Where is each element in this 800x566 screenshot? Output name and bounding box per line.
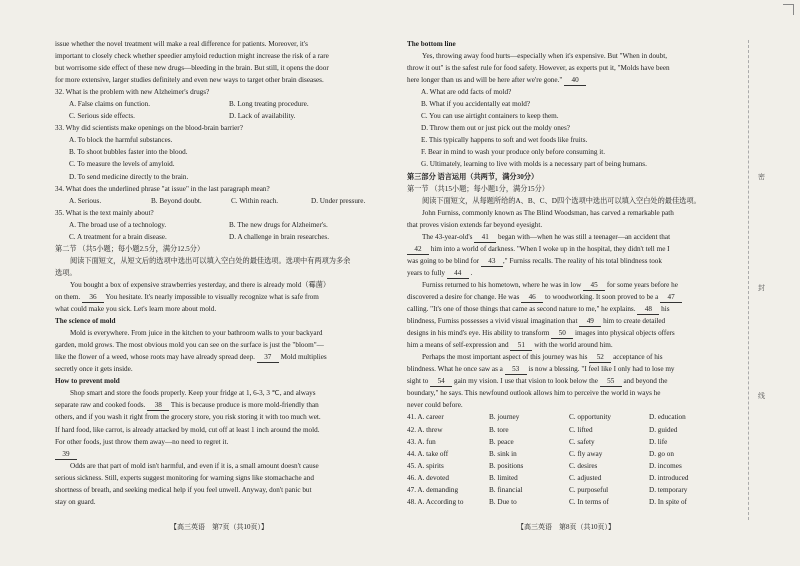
blank-40[interactable]: 40 xyxy=(564,76,586,86)
option-g: G. Ultimately, learning to live with molds is a necessary part of being humans. xyxy=(421,160,647,169)
passage-line: John Furniss, commonly known as The Blind Woodsman, has carved a remarkable path xyxy=(422,208,674,217)
choice: D. life xyxy=(649,437,668,446)
choice: 46. A. devoted xyxy=(407,473,449,482)
passage-line xyxy=(55,399,385,411)
question-35-options xyxy=(55,231,385,243)
option-d: D. Throw them out or just pick out the moldy ones? xyxy=(421,124,570,133)
passage-line xyxy=(407,231,739,243)
choice-row-47 xyxy=(407,484,739,496)
passage-line xyxy=(407,291,739,303)
passage-line: secretly once it gets inside. xyxy=(55,365,133,374)
section-2-instructions: 选项。 xyxy=(55,268,77,277)
passage-text: his xyxy=(661,305,670,314)
blank-44[interactable]: 44 xyxy=(447,269,469,279)
choice-row-42 xyxy=(407,424,739,436)
passage-line xyxy=(407,255,739,267)
question-34-options xyxy=(55,195,385,207)
choice-row-43 xyxy=(407,436,739,448)
blank-52[interactable]: 52 xyxy=(589,353,611,363)
choice: C. In terms of xyxy=(569,497,609,506)
choice: 43. A. fun xyxy=(407,437,436,446)
blank-54[interactable]: 54 xyxy=(430,377,452,387)
passage-text: The 43-year-old's xyxy=(422,232,473,241)
passage-text: Perhaps the most important aspect of this journey was his xyxy=(422,353,588,362)
passage-line: Mold is everywhere. From juice in the kitchen to your bathroom walls to your backyard xyxy=(70,329,323,338)
passage-line xyxy=(407,279,739,291)
passage-text: This is because produce is more mold-friendly than xyxy=(170,401,319,410)
passage-text: ," Furniss recalls. The reality of his total blindness took xyxy=(502,256,662,265)
passage-line: never could before. xyxy=(407,401,463,410)
choice: C. lifted xyxy=(569,425,593,434)
passage-text: calling. "It's one of those things that came as second nature to me," he explains. xyxy=(407,305,636,314)
question-32-options xyxy=(55,98,385,110)
passage-line: important to closely check whether speedier amyloid reduction might increase the risk of a rare xyxy=(55,52,329,61)
passage-text: discovered a desire for change. He was xyxy=(407,292,520,301)
choice: D. go on xyxy=(649,449,674,458)
passage-line xyxy=(407,243,739,255)
passage-line: For other foods, just throw them away—no need to regret it. xyxy=(55,437,229,446)
passage-text: began with—when he was still a teenager—an accident that xyxy=(498,232,671,241)
passage-line: others, and if you wash it right from the grocery store, you risk storing it with too much wet. xyxy=(55,413,321,422)
passage-line xyxy=(407,375,739,387)
option-d: D. To send medicine directly to the brain. xyxy=(69,172,189,181)
choice: D. In spite of xyxy=(649,497,687,506)
passage-text: Mold multiplies xyxy=(280,353,327,362)
crop-mark xyxy=(783,4,794,15)
blank-46[interactable]: 46 xyxy=(521,293,543,303)
passage-line xyxy=(407,327,739,339)
passage-line: You bought a box of expensive strawberries yesterday, and there is already mold（霉菌） xyxy=(70,280,331,289)
passage-text: for some years before he xyxy=(606,280,678,289)
passage-text: him into a world of darkness. "When I woke up in the hospital, they didn't tell me I xyxy=(430,244,670,253)
passage-line: Yes, throwing away food hurts—especially when it's expensive. But "When in doubt, xyxy=(422,52,668,61)
option-b: B. Beyond doubt. xyxy=(151,196,202,205)
passage-line: but worrisome side effect of these new drugs—bleeding in the brain. But still, it opens the door xyxy=(55,64,329,73)
blank-51[interactable]: 51 xyxy=(510,341,532,351)
blank-53[interactable]: 53 xyxy=(505,365,527,375)
blank-41[interactable]: 41 xyxy=(474,233,496,243)
option-b: B. What if you accidentally eat mold? xyxy=(421,100,531,109)
right-column xyxy=(407,38,739,508)
passage-line: years to fully 44 . xyxy=(407,268,473,277)
option-c: C. To measure the levels of amyloid. xyxy=(69,160,175,169)
passage-text: sight to xyxy=(407,377,429,386)
passage-text: years to fully xyxy=(407,268,445,277)
choice: C. safety xyxy=(569,437,595,446)
passage-text: blindness, Furniss possesses a vivid visual imagination that xyxy=(407,317,578,326)
passage-line: If hard food, like carrot, is already attacked by mold, cut off at least 1 inch around the mold. xyxy=(55,425,320,434)
page-footer-right: 【高三英语 第8页（共10页）】 xyxy=(517,523,615,531)
section-2-instructions: 阅读下面短文，从短文后的选项中选出可以填入空白处的最佳选项。选项中有两项为多余 xyxy=(70,256,351,265)
option-a: A. The broad use of a technology. xyxy=(69,220,167,229)
option-b: B. Long treating procedure. xyxy=(229,100,309,109)
passage-line: that proves vision extends far beyond eyesight. xyxy=(407,220,543,229)
passage-text: designs in his mind's eye. His ability to transform xyxy=(407,329,550,338)
blank-47[interactable]: 47 xyxy=(660,293,682,303)
blank-39[interactable]: 39 xyxy=(55,450,77,460)
passage-text: to woodworking. It soon proved to be a xyxy=(544,292,659,301)
option-b: B. To shoot bubbles faster into the blood. xyxy=(69,148,188,157)
choice: 41. A. career xyxy=(407,413,444,422)
choice: D. temporary xyxy=(649,485,688,494)
passage-text: and beyond the xyxy=(623,377,668,386)
passage-text: on them. xyxy=(55,292,81,301)
section-2-title: 第二节 （共5小题；每小题2.5分，满分12.5分） xyxy=(55,244,205,253)
choice: C. purposeful xyxy=(569,485,609,494)
blank-37[interactable]: 37 xyxy=(257,353,279,363)
choice: B. financial xyxy=(489,485,523,494)
subheading-prevent-mold: How to prevent mold xyxy=(55,377,120,386)
choice: C. opportunity xyxy=(569,413,611,422)
choice: B. Due to xyxy=(489,497,517,506)
part-3-title: 第三部分 语言运用（共两节，满分30分） xyxy=(407,172,539,181)
blank-43[interactable]: 43 xyxy=(481,257,503,267)
question-35-stem: 35. What is the text mainly about? xyxy=(55,208,154,217)
choice: B. limited xyxy=(489,473,518,482)
passage-line xyxy=(407,339,739,351)
margin-mark-feng: 封 xyxy=(758,284,765,292)
choice: C. fly away xyxy=(569,449,603,458)
passage-line: issue whether the novel treatment will make a real difference for patients. Moreover, it's xyxy=(55,40,308,48)
passage-line: serious sickness. Still, experts suggest monitoring for warning signs like stomachache and xyxy=(55,473,314,482)
passage-text: like the flower of a weed, whose roots may have already spread deep. xyxy=(55,353,255,362)
blank-49[interactable]: 49 xyxy=(579,317,601,327)
binding-line xyxy=(748,40,749,520)
part-3-instructions: 阅读下面短文，从每题所给的A、B、C、D四个选项中选出可以填入空白处的最佳选项。 xyxy=(422,196,701,205)
question-32-options xyxy=(55,110,385,122)
passage-line: shortness of breath, and seeking medical help if you feel unwell. Anyway, don't panic but xyxy=(55,485,312,494)
passage-text: Furniss returned to his hometown, where he was in low xyxy=(422,280,582,289)
passage-line xyxy=(407,351,739,363)
choice: 47. A. demanding xyxy=(407,485,459,494)
subheading-science-of-mold: The science of mold xyxy=(55,317,116,326)
passage-line: for more extensive, larger studies definitely and even new ways to target other brain diseases. xyxy=(55,76,324,85)
choice: D. introduced xyxy=(649,473,689,482)
passage-text: separate raw and cooked foods. xyxy=(55,401,146,410)
blank-36[interactable]: 36 xyxy=(82,293,104,303)
passage-line: stay on guard. xyxy=(55,497,96,506)
choice: 42. A. threw xyxy=(407,425,443,434)
question-33-stem: 33. Why did scientists make openings on the blood-brain barrier? xyxy=(55,124,243,133)
option-c: C. Within reach. xyxy=(231,196,279,205)
blank-38[interactable]: 38 xyxy=(147,401,169,411)
passage-line: Odds are that part of mold isn't harmful, and even if it is, a small amount doesn't cause xyxy=(70,461,319,470)
question-34-stem: 34. What does the underlined phrase "at issue" in the last paragraph mean? xyxy=(55,184,270,193)
passage-line: what could make you sick. Let's learn more about mold. xyxy=(55,305,217,314)
passage-text: acceptance of his xyxy=(613,353,663,362)
option-c: C. You can use airtight containers to keep them. xyxy=(421,112,559,121)
option-c: C. A treatment for a brain disease. xyxy=(69,232,167,241)
passage-line: throw it out" is the safest rule for food safety. However, as experts put it, "Molds have been xyxy=(407,64,670,73)
blank-42[interactable]: 42 xyxy=(407,245,429,255)
passage-line: Shop smart and store the foods properly. Keep your fridge at 1, 6-3, 3 ℃, and always xyxy=(70,389,316,398)
passage-line: boundary," he says. This newfound outlook allows him to perceive the world in ways he xyxy=(407,389,661,398)
passage-text: him to create detailed xyxy=(603,317,666,326)
choice: 44. A. take off xyxy=(407,449,449,458)
choice-row-41 xyxy=(407,411,739,423)
passage-text: images into physical objects offers xyxy=(575,329,675,338)
margin-mark-mi: 密 xyxy=(758,173,765,181)
option-f: F. Bear in mind to wash your produce only before consuming it. xyxy=(421,148,606,157)
blank-55[interactable]: 55 xyxy=(600,377,622,387)
passage-text: here longer than us and will be here after we're gone." xyxy=(407,76,563,85)
passage-text: was going to be blind for xyxy=(407,256,480,265)
choice-row-46 xyxy=(407,472,739,484)
choice: 45. A. spirits xyxy=(407,461,444,470)
page-footer-left: 【高三英语 第7页（共10页）】 xyxy=(170,523,268,531)
choice-row-45 xyxy=(407,460,739,472)
choice: D. incomes xyxy=(649,461,682,470)
blank-48[interactable]: 48 xyxy=(637,305,659,315)
question-35-options xyxy=(55,219,385,231)
option-a: A. What are odd facts of mold? xyxy=(421,88,512,97)
choice-row-48 xyxy=(407,496,739,508)
part-3-section-1-title: 第一节 （共15小题；每小题1分，满分15分） xyxy=(407,184,549,193)
passage-line xyxy=(407,303,739,315)
passage-text: with the world around him. xyxy=(534,341,613,350)
choice: B. peace xyxy=(489,437,514,446)
passage-text: gain my vision. I use that vision to look below the xyxy=(453,377,598,386)
choice: B. positions xyxy=(489,461,524,470)
choice: B. sink in xyxy=(489,449,517,458)
passage-line xyxy=(55,351,385,363)
margin-mark-xian: 线 xyxy=(758,392,765,400)
subheading-bottom-line: The bottom line xyxy=(407,40,456,48)
left-column xyxy=(55,38,385,508)
option-a: A. Serious. xyxy=(69,196,102,205)
option-c: C. Serious side effects. xyxy=(69,112,135,121)
choice: D. guided xyxy=(649,425,678,434)
blank-45[interactable]: 45 xyxy=(583,281,605,291)
passage-text: him a means of self-expression and xyxy=(407,341,509,350)
passage-line xyxy=(55,291,385,303)
choice: D. education xyxy=(649,413,686,422)
passage-line xyxy=(407,315,739,327)
choice: B. tore xyxy=(489,425,509,434)
passage-line: garden, mold grows. The most obvious mold you can see on the surface is just the "bloom"— xyxy=(55,341,324,350)
option-d: D. Under pressure. xyxy=(311,196,366,205)
option-a: A. False claims on function. xyxy=(69,100,151,109)
passage-line xyxy=(407,74,739,86)
passage-line xyxy=(407,363,739,375)
option-d: D. Lack of availability. xyxy=(229,112,296,121)
passage-text: is now a blessing. "I feel like I only had to lose my xyxy=(528,365,675,374)
choice-row-44 xyxy=(407,448,739,460)
passage-text: You hesitate. It's nearly impossible to visually recognize what is safe from xyxy=(105,292,319,301)
option-d: D. A challenge in brain researches. xyxy=(229,232,329,241)
option-e: E. This typically happens to soft and wet foods like fruits. xyxy=(421,136,588,145)
choice: C. desires xyxy=(569,461,598,470)
choice: 48. A. According to xyxy=(407,497,464,506)
blank-50[interactable]: 50 xyxy=(551,329,573,339)
option-a: A. To block the harmful substances. xyxy=(69,136,173,145)
choice: C. adjusted xyxy=(569,473,602,482)
passage-line xyxy=(55,448,385,460)
option-b: B. The new drugs for Alzheimer's. xyxy=(229,220,328,229)
choice: B. journey xyxy=(489,413,520,422)
passage-text: blindness. What he once saw as a xyxy=(407,365,503,374)
question-32-stem: 32. What is the problem with new Alzheimer's drugs? xyxy=(55,88,210,97)
